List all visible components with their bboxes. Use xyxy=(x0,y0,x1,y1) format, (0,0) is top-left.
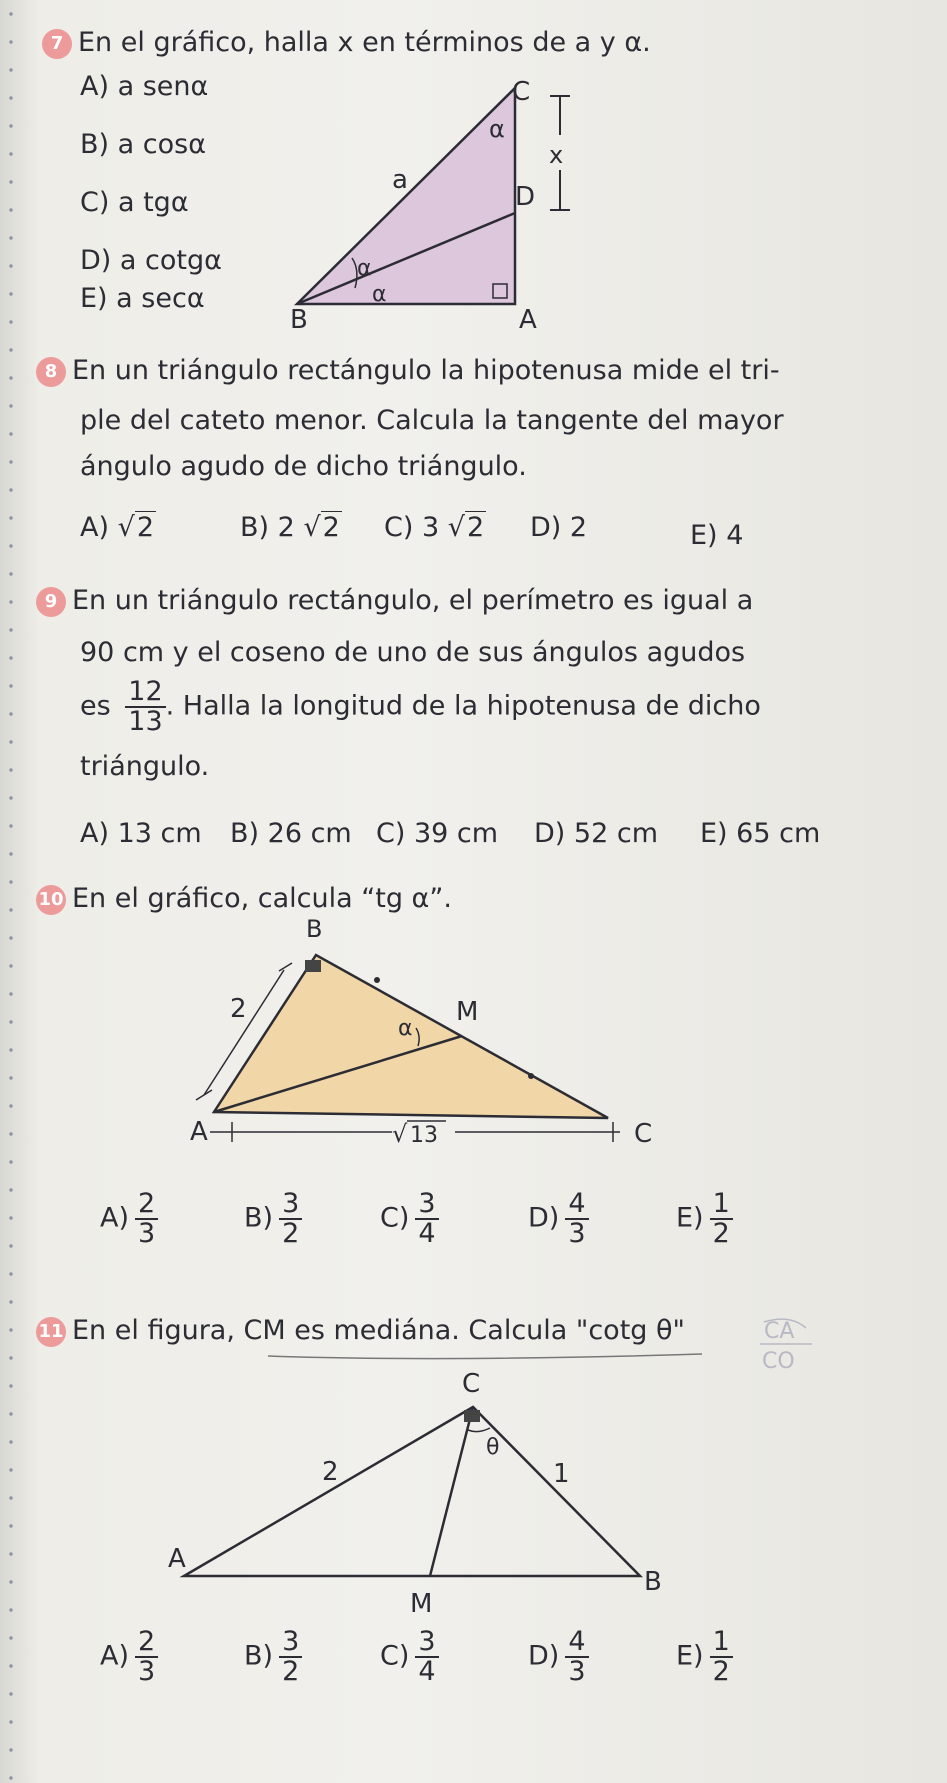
q9-option-b: B) 26 cm xyxy=(230,818,352,849)
q11-handwriting-co: CO xyxy=(762,1349,795,1374)
sqrt-icon: √ xyxy=(392,1120,408,1148)
q9-option-c: C) 39 cm xyxy=(376,818,499,849)
q7-label-x: x xyxy=(549,141,564,169)
q11-median-cm xyxy=(430,1407,473,1576)
q7-label-a: a xyxy=(392,165,408,195)
q10-option-d: D) $\frac{4}{3}$ xyxy=(528,1190,589,1248)
q8-line2: ple del cateto menor. Calcula la tangente del mayor xyxy=(80,405,784,436)
q7-triangle xyxy=(297,88,515,304)
q10-label-m: M xyxy=(456,997,479,1027)
q11-number-badge: 11 xyxy=(36,1317,66,1347)
q7-label-alpha-b2: α xyxy=(372,282,387,307)
q7-text: En el gráfico, halla x en términos de a y α. xyxy=(78,27,651,58)
sqrt-icon: √2 xyxy=(117,512,155,543)
q9-option-a: A) 13 cm xyxy=(80,818,202,849)
q7-figure xyxy=(0,0,947,340)
q7-number-badge: 7 xyxy=(42,29,72,59)
q8-option-d: D) 2 xyxy=(530,512,588,543)
q8-option-b: B) 2 √2 xyxy=(240,512,340,543)
q11-option-d: D) $\frac{4}{3}$ xyxy=(528,1628,589,1686)
q9-line4: triángulo. xyxy=(80,751,210,782)
q10-label-c: C xyxy=(634,1119,653,1149)
q7-option-e: E) a secα xyxy=(80,283,205,314)
q8-option-a: A) √2 xyxy=(80,512,155,543)
q8-option-c: C) 3 √2 xyxy=(384,512,485,543)
q11-label-theta: θ xyxy=(486,1435,500,1460)
q11-label-c: C xyxy=(462,1369,481,1399)
q9-number-badge: 9 xyxy=(36,587,66,617)
q10-label-a: A xyxy=(190,1117,208,1147)
q7-option-b: B) a cosα xyxy=(80,129,206,160)
q11-option-a: A) $\frac{2}{3}$ xyxy=(100,1628,158,1686)
q7-label-a-vertex: A xyxy=(519,305,537,335)
q9-line1: 9 En un triángulo rectángulo, el perímetro es igual a xyxy=(36,584,753,618)
q11-angle-arc xyxy=(468,1428,490,1432)
q9-option-e: E) 65 cm xyxy=(700,818,821,849)
q10-label-sqrt13: 13 xyxy=(410,1123,438,1148)
sqrt-icon: √2 xyxy=(303,512,340,543)
q11-label-a: A xyxy=(168,1544,186,1574)
q10-label-alpha: α xyxy=(398,1016,413,1041)
q11-option-c: C) $\frac{3}{4}$ xyxy=(380,1628,439,1686)
q7-label-c: C xyxy=(512,77,531,107)
q11-option-b: B) $\frac{3}{2}$ xyxy=(244,1628,302,1686)
q11-label-m: M xyxy=(410,1589,433,1619)
q10-option-b: B) $\frac{3}{2}$ xyxy=(244,1190,302,1248)
q10-right-angle-mark xyxy=(305,960,321,972)
sqrt-icon: √2 xyxy=(447,512,485,543)
q9-fraction: $\frac{12}{13}$ xyxy=(125,678,165,736)
q11-statement: 11 En el figura, CM es mediána. Calcula "cotg θ" xyxy=(36,1314,685,1348)
q9-option-d: D) 52 cm xyxy=(534,818,658,849)
q9-line2: 90 cm y el coseno de uno de sus ángulos agudos xyxy=(80,637,746,668)
q10-option-e: E) $\frac{1}{2}$ xyxy=(676,1190,733,1248)
q11-option-e: E) $\frac{1}{2}$ xyxy=(676,1628,733,1686)
q8-option-e: E) 4 xyxy=(690,520,744,551)
q11-handwriting-ca: CA xyxy=(764,1319,795,1344)
q7-label-alpha-b1: α xyxy=(357,256,372,281)
q11-right-angle-mark xyxy=(464,1410,480,1422)
q9-line3: es $\frac{12}{13}$ . Halla la longitud de la hipotenusa de dicho xyxy=(80,676,761,737)
q7-label-d: D xyxy=(515,182,536,212)
q10-tick-lower xyxy=(528,1073,534,1079)
q10-option-c: C) $\frac{3}{4}$ xyxy=(380,1190,439,1248)
q7-label-b: B xyxy=(290,305,308,335)
q10-statement: 10 En el gráfico, calcula “tg α”. xyxy=(36,882,452,916)
q11-label-1: 1 xyxy=(553,1459,570,1489)
q8-line1: 8 En un triángulo rectángulo la hipotenusa mide el tri- xyxy=(36,354,780,388)
q10-figure xyxy=(0,900,947,1160)
q10-option-a: A) $\frac{2}{3}$ xyxy=(100,1190,158,1248)
q8-number-badge: 8 xyxy=(36,357,66,387)
q11-triangle xyxy=(184,1407,640,1576)
q11-label-2: 2 xyxy=(322,1457,339,1487)
q7-option-c: C) a tgα xyxy=(80,187,189,218)
q10-label-2: 2 xyxy=(230,994,247,1024)
q10-tick-upper xyxy=(374,977,380,983)
q10-label-b: B xyxy=(306,915,323,943)
q7-option-a: A) a senα xyxy=(80,71,209,102)
q11-handwritten-underline xyxy=(268,1354,702,1359)
q7-option-d: D) a cotgα xyxy=(80,245,222,276)
q8-line3: ángulo agudo de dicho triángulo. xyxy=(80,451,527,482)
q11-label-b: B xyxy=(644,1567,662,1597)
q7-label-alpha-top: α xyxy=(489,115,505,143)
q10-number-badge: 10 xyxy=(36,885,66,915)
